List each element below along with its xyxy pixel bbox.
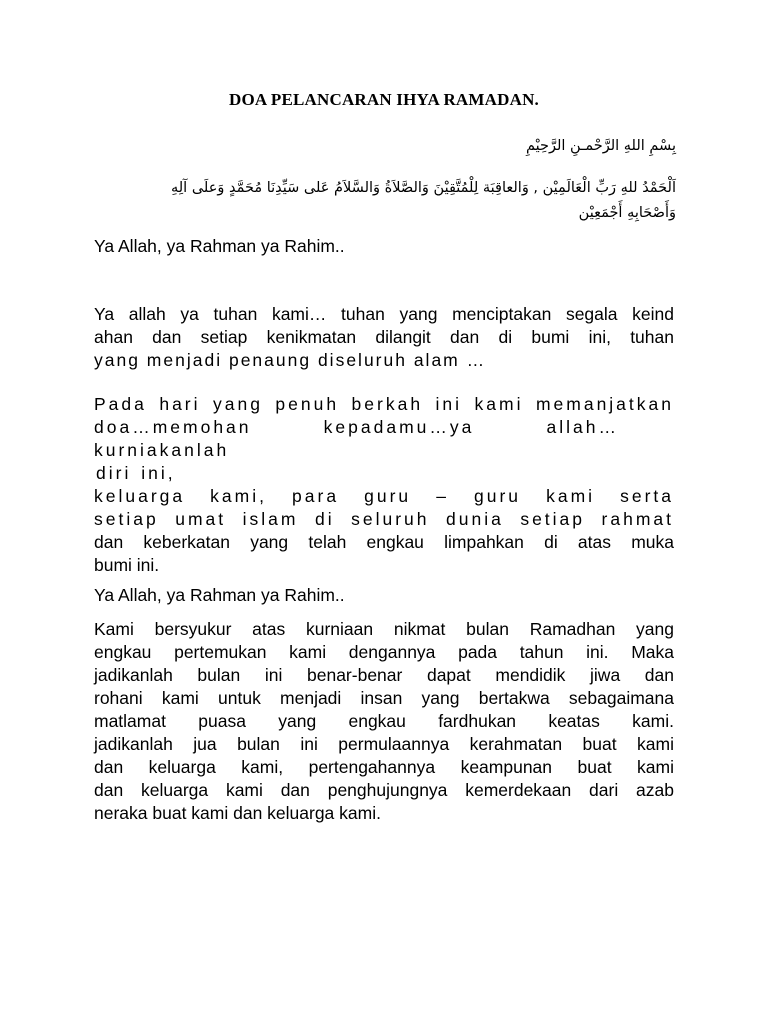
document-title: DOA PELANCARAN IHYA RAMADAN. — [228, 90, 540, 109]
paragraph-line: doa…memohan kepadamu…ya allah… kurniakanlah — [94, 417, 619, 460]
paragraph-line: dan keluarga kami, pertengahannya keampunan buat kami — [94, 757, 674, 777]
arabic-praise — [92, 176, 676, 226]
paragraph-3 — [94, 618, 674, 825]
paragraph-2 — [94, 393, 674, 577]
paragraph-line: Kami bersyukur atas kurniaan nikmat bulan Ramadhan yang — [94, 619, 674, 639]
paragraph-line: jadikanlah jua bulan ini permulaannya kerahmatan buat kami — [94, 734, 674, 754]
greeting-heading: Ya Allah, ya Rahman ya Rahim.. — [94, 585, 345, 605]
paragraph-line: rohani kami untuk menjadi insan yang bertakwa sebagaimana — [94, 688, 674, 708]
paragraph-1 — [94, 303, 674, 372]
paragraph-line: Pada hari yang penuh berkah ini kami memanjatkan — [94, 394, 674, 414]
paragraph-line: yang menjadi penaung diseluruh alam … — [94, 350, 487, 370]
paragraph-line: Ya allah ya tuhan kami… tuhan yang menciptakan segala keind — [94, 304, 674, 324]
paragraph-line: engkau pertemukan kami dengannya pada tahun ini. Maka — [94, 642, 674, 662]
paragraph-line: dan keberkatan yang telah engkau limpahkan di atas muka — [94, 532, 674, 552]
paragraph-line: ahan dan setiap kenikmatan dilangit dan di bumi ini, tuhan — [94, 327, 674, 347]
arabic-praise-line: وَأَصْحَابِهِ أَجْمَعِيْن — [578, 205, 676, 221]
arabic-praise-line: اَلْحَمْدُ للهِ رَبِّ الْعَالَمِيْن , وَالعاقِبَة لِلْمُتَّقِيْنَ وَالصَّلاَةُ وَالسَّلاَمُ عَلى سَيِّدِنَا مُحَمَّدٍ وَعلَى آلِهِ — [170, 180, 676, 196]
paragraph-line: setiap umat islam di seluruh dunia setiap rahmat — [94, 509, 674, 529]
paragraph-line: jadikanlah bulan ini benar-benar dapat mendidik jiwa dan — [94, 665, 674, 685]
paragraph-line: dan keluarga kami dan penghujungnya kemerdekaan dari azab — [94, 780, 674, 800]
bismillah-text: بِسْمِ اللهِ الرَّحْمـنِ الرَّحِيْمِ — [526, 138, 676, 154]
paragraph-line: bumi ini. — [94, 555, 160, 575]
paragraph-line: keluarga kami, para guru – guru kami serta — [94, 486, 674, 506]
paragraph-line: diri ini, — [96, 463, 176, 483]
greeting-heading: Ya Allah, ya Rahman ya Rahim.. — [94, 236, 345, 256]
paragraph-line: matlamat puasa yang engkau fardhukan keatas kami. — [94, 711, 674, 731]
paragraph-line: neraka buat kami dan keluarga kami. — [94, 803, 381, 823]
